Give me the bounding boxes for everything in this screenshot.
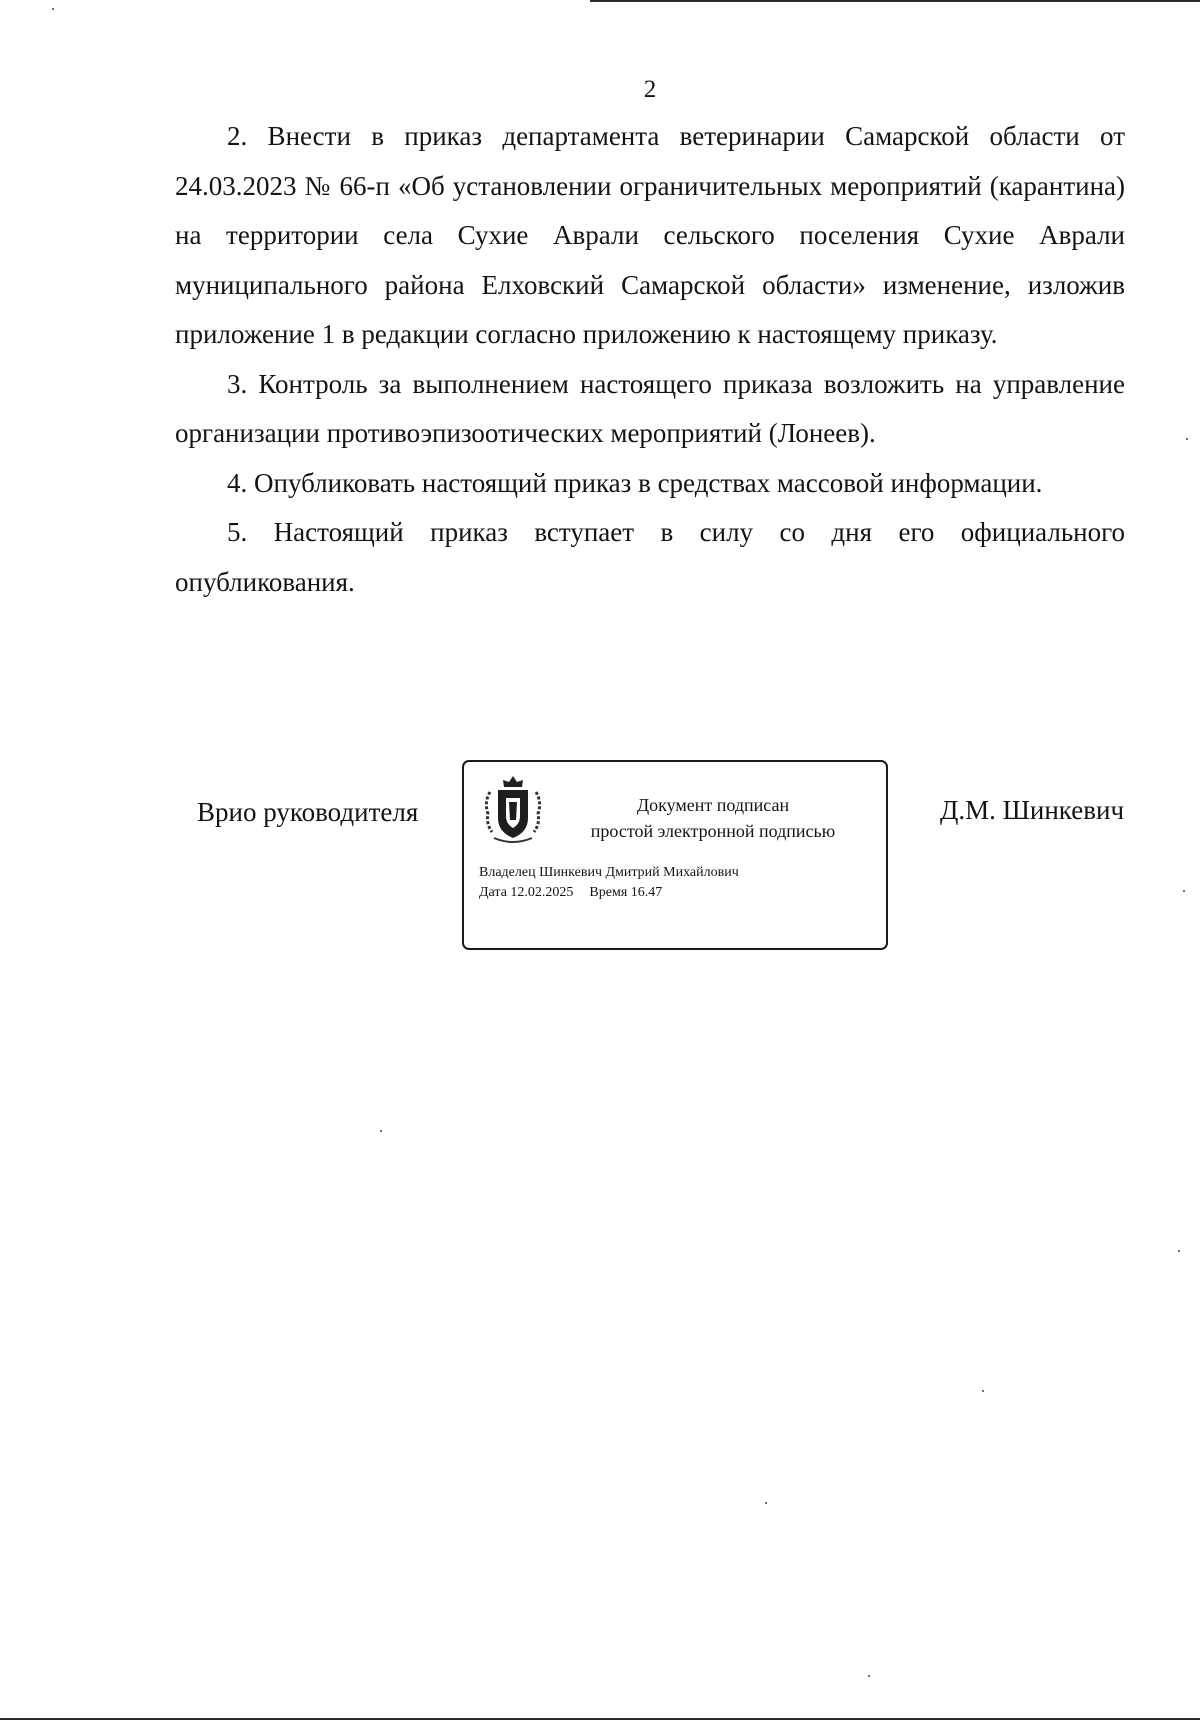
paragraph-2: 2. Внести в приказ департамента ветеринарии Самарской области от 24.03.2023 № 66-п «Об установлении ограничительных мероприятий (карантина) на территории села Сухие Аврали сельского поселения Сухие Аврали муниципального района Елховский Самарской области» изменение, изложив приложение 1 в редакции согласно приложению к настоящему приказу. [175,121,1125,349]
scan-speck [380,1130,382,1132]
document-body [175,112,1125,607]
stamp-datetime [479,882,662,904]
stamp-title [556,792,870,844]
scan-speck [868,1675,870,1677]
stamp-time: Время 16.47 [589,885,663,900]
scan-speck [1183,890,1185,892]
page-number: 2 [643,76,657,103]
paragraph-3: 3. Контроль за выполнением настоящего приказа возложить на управление организации противоэпизоотических мероприятий (Лонеев). [175,368,1125,448]
paragraph-5: 5. Настоящий приказ вступает в силу со дня его официального опубликования. [175,517,1125,597]
scan-speck [982,1390,984,1392]
stamp-title-line-2: простой электронной подписью [590,821,836,841]
scan-speck [1178,1250,1180,1252]
scan-edge-line [0,1718,1200,1720]
coat-of-arms-icon [480,772,546,846]
electronic-signature-stamp [462,760,888,950]
scan-speck [52,8,54,10]
scan-edge-line [590,0,1200,2]
paragraph-4: 4. Опубликовать настоящий приказ в средствах массовой информации. [227,467,1043,498]
scan-speck [1186,438,1188,440]
stamp-owner: Владелец Шинкевич Дмитрий Михайлович [479,865,739,880]
scan-speck [765,1502,767,1504]
signer-position: Врио руководителя [197,797,419,827]
stamp-date: Дата 12.02.2025 [479,885,574,900]
stamp-title-line-1: Документ подписан [636,795,790,815]
signer-name: Д.М. Шинкевич [940,795,1125,825]
